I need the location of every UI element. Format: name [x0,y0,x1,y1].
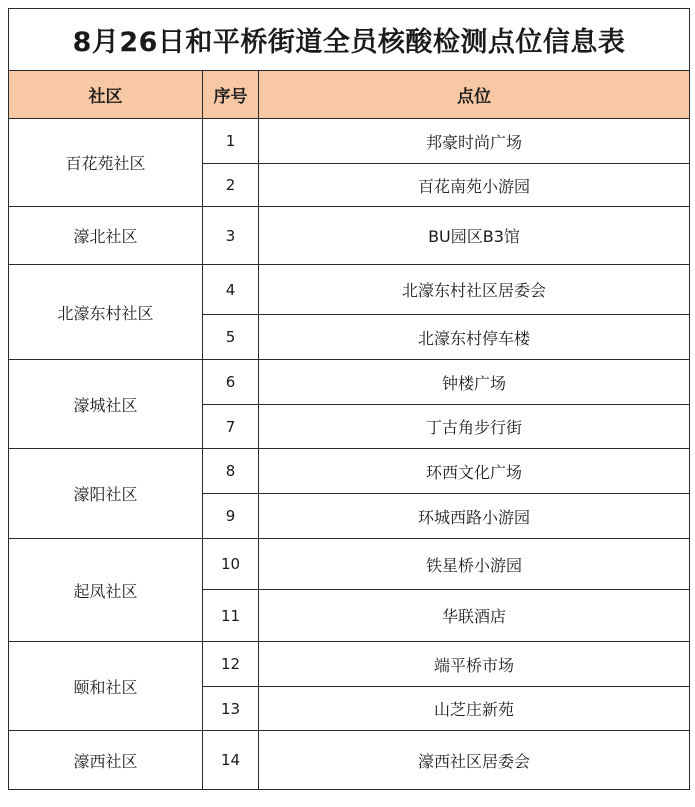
site-cell: BU园区B3馆 [259,207,690,265]
table-row [9,207,690,265]
seq-cell: 7 [203,405,259,449]
table-title: 8月26日和平桥街道全员核酸检测点位信息表 [9,9,690,71]
community-cell: 濠阳社区 [9,449,203,539]
header-site: 点位 [259,71,690,119]
table-body [9,119,690,790]
table-row [9,360,690,405]
seq-cell: 6 [203,360,259,405]
seq-cell: 9 [203,494,259,539]
table-row [9,731,690,790]
seq-cell: 5 [203,315,259,360]
site-cell: 铁星桥小游园 [259,539,690,590]
seq-cell: 2 [203,164,259,207]
site-cell: 华联酒店 [259,590,690,642]
site-cell: 丁古角步行街 [259,405,690,449]
community-cell: 百花苑社区 [9,119,203,207]
site-cell: 邦豪时尚广场 [259,119,690,164]
header-seq: 序号 [203,71,259,119]
site-cell: 濠西社区居委会 [259,731,690,790]
site-cell: 北濠东村社区居委会 [259,265,690,315]
seq-cell: 11 [203,590,259,642]
seq-cell: 8 [203,449,259,494]
community-cell: 颐和社区 [9,642,203,731]
community-cell: 濠北社区 [9,207,203,265]
seq-cell: 14 [203,731,259,790]
site-cell: 山芝庄新苑 [259,687,690,731]
table-row [9,642,690,687]
community-cell: 起凤社区 [9,539,203,642]
community-cell: 北濠东村社区 [9,265,203,360]
header-community: 社区 [9,71,203,119]
table-row [9,119,690,164]
site-cell: 环西文化广场 [259,449,690,494]
seq-cell: 3 [203,207,259,265]
seq-cell: 4 [203,265,259,315]
table-row [9,449,690,494]
site-cell: 环城西路小游园 [259,494,690,539]
table-row [9,265,690,315]
seq-cell: 10 [203,539,259,590]
testing-sites-table [8,8,690,790]
table-row [9,539,690,590]
community-cell: 濠西社区 [9,731,203,790]
site-cell: 钟楼广场 [259,360,690,405]
seq-cell: 12 [203,642,259,687]
site-cell: 百花南苑小游园 [259,164,690,207]
site-cell: 端平桥市场 [259,642,690,687]
seq-cell: 13 [203,687,259,731]
community-cell: 濠城社区 [9,360,203,449]
site-cell: 北濠东村停车楼 [259,315,690,360]
seq-cell: 1 [203,119,259,164]
